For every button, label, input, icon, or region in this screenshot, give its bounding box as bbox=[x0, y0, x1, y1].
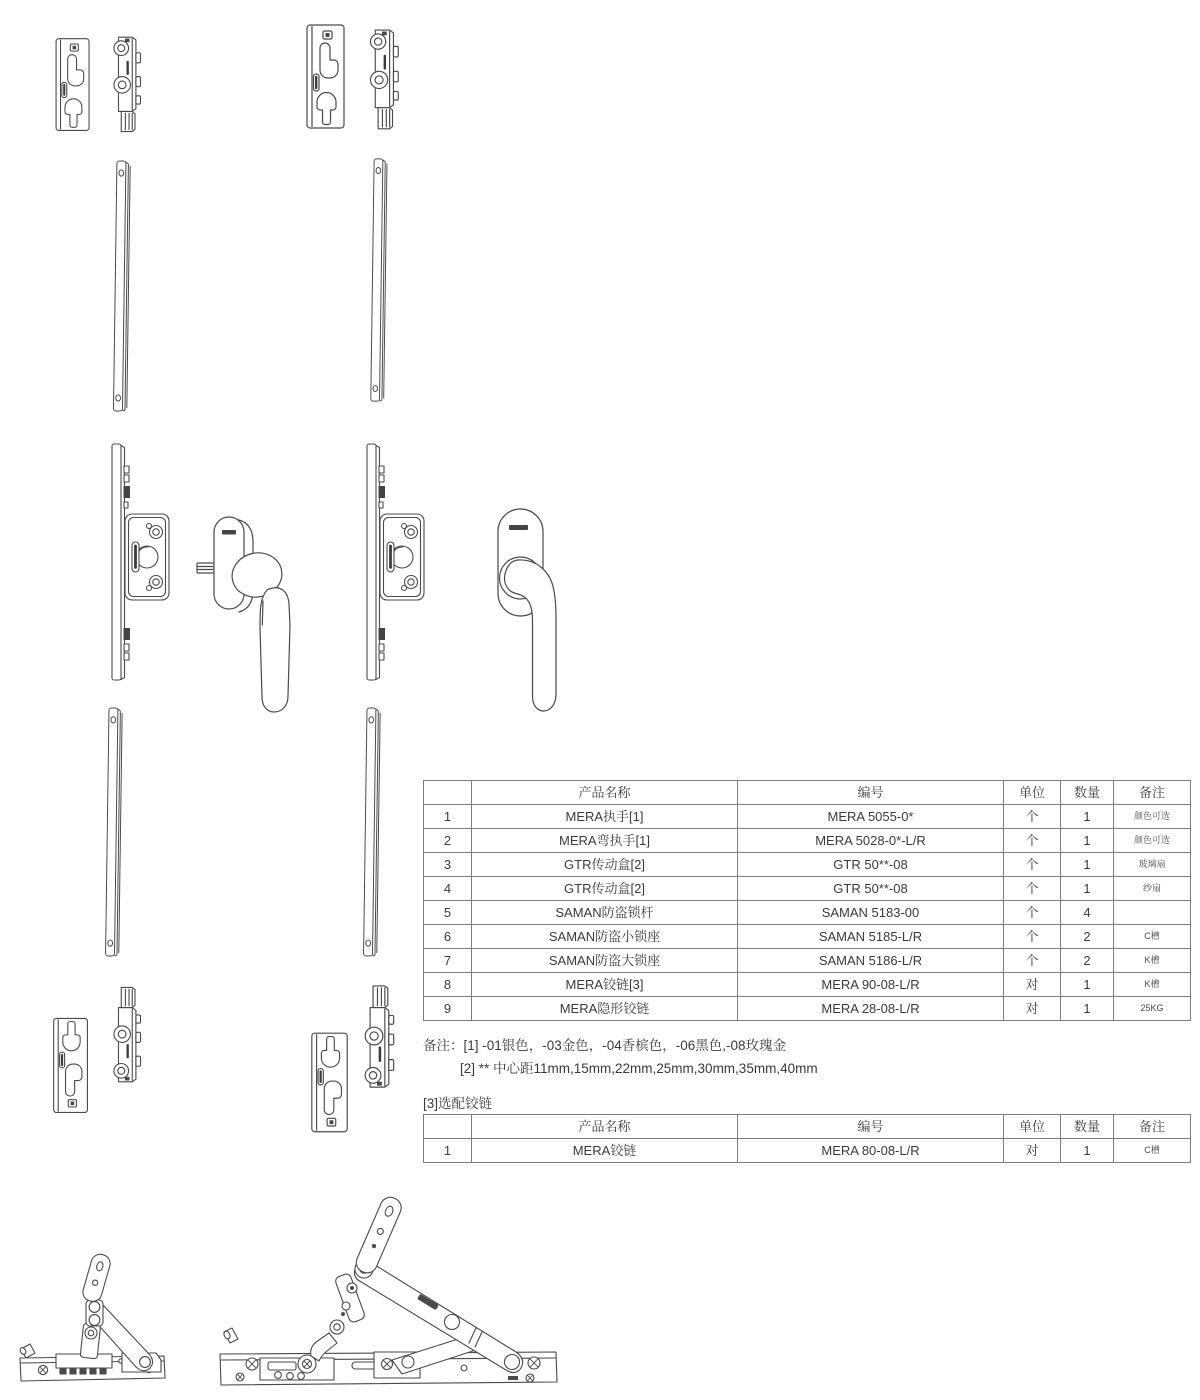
column-header: 单位 bbox=[1004, 1115, 1061, 1139]
mera-handle-angled-figure bbox=[195, 505, 310, 720]
table-cell: 纱扇 bbox=[1114, 877, 1191, 901]
column-header bbox=[424, 1115, 472, 1139]
table-cell: 1 bbox=[1061, 973, 1114, 997]
table-cell: SAMAN防盗大锁座 bbox=[472, 949, 738, 973]
saman-keeper-figure-bottom-right bbox=[308, 1026, 352, 1138]
table-cell: 个 bbox=[1004, 805, 1061, 829]
saman-lock-rod-figure-bottom-left bbox=[102, 980, 146, 1092]
table-cell: SAMAN防盗小锁座 bbox=[472, 925, 738, 949]
table-cell: 1 bbox=[1061, 829, 1114, 853]
mera-handle-front-figure bbox=[487, 503, 577, 720]
table-cell: 1 bbox=[1061, 805, 1114, 829]
column-header: 数量 bbox=[1061, 781, 1114, 805]
table-cell: 个 bbox=[1004, 949, 1061, 973]
table-cell: MERA执手[1] bbox=[472, 805, 738, 829]
optional-hinge-table bbox=[423, 1114, 1191, 1163]
column-header bbox=[424, 781, 472, 805]
column-header: 编号 bbox=[738, 781, 1004, 805]
table-cell: MERA弯执手[1] bbox=[472, 829, 738, 853]
gtr-gearbox-figure-glass-sash bbox=[108, 442, 180, 682]
table-cell: MERA隐形铰链 bbox=[472, 997, 738, 1021]
table-cell: 1 bbox=[424, 1139, 472, 1163]
table-cell: 个 bbox=[1004, 901, 1061, 925]
table-cell: 对 bbox=[1004, 1139, 1061, 1163]
table-cell: K槽 bbox=[1114, 949, 1191, 973]
table-row bbox=[424, 997, 1191, 1021]
saman-keeper-figure-top-left bbox=[52, 36, 94, 134]
footnote-center-distance: [2] ** 中心距11mm,15mm,22mm,25mm,30mm,35mm,40mm bbox=[460, 1061, 818, 1076]
table-row bbox=[424, 973, 1191, 997]
table-cell: 2 bbox=[1061, 925, 1114, 949]
table-row bbox=[424, 853, 1191, 877]
table-cell: MERA 5028-0*-L/R bbox=[738, 829, 1004, 853]
table-cell: 9 bbox=[424, 997, 472, 1021]
table-cell: SAMAN 5183-00 bbox=[738, 901, 1004, 925]
table-row bbox=[424, 877, 1191, 901]
table-row bbox=[424, 1139, 1191, 1163]
table-cell: 7 bbox=[424, 949, 472, 973]
table-cell: MERA铰链[3] bbox=[472, 973, 738, 997]
mera-hinge-large-figure bbox=[212, 1192, 564, 1400]
drive-bar-figure-1 bbox=[112, 158, 134, 416]
table-cell: C槽 bbox=[1114, 925, 1191, 949]
table-cell: 对 bbox=[1004, 997, 1061, 1021]
table-cell: MERA 90-08-L/R bbox=[738, 973, 1004, 997]
saman-lock-rod-figure-top-left bbox=[102, 28, 146, 138]
table-cell: MERA 80-08-L/R bbox=[738, 1139, 1004, 1163]
table-cell: 1 bbox=[1061, 1139, 1114, 1163]
table-cell: 1 bbox=[1061, 853, 1114, 877]
table-cell: GTR传动盒[2] bbox=[472, 877, 738, 901]
table-cell: 4 bbox=[1061, 901, 1114, 925]
table-cell: 1 bbox=[1061, 997, 1114, 1021]
column-header: 数量 bbox=[1061, 1115, 1114, 1139]
table-cell: SAMAN 5185-L/R bbox=[738, 925, 1004, 949]
table-cell: 个 bbox=[1004, 829, 1061, 853]
column-header: 备注 bbox=[1114, 1115, 1191, 1139]
table-cell: 对 bbox=[1004, 973, 1061, 997]
table-cell: 4 bbox=[424, 877, 472, 901]
table-cell: 2 bbox=[1061, 949, 1114, 973]
column-header: 产品名称 bbox=[472, 1115, 738, 1139]
table-row bbox=[424, 829, 1191, 853]
column-header: 备注 bbox=[1114, 781, 1191, 805]
saman-lock-rod-figure-bottom-right bbox=[352, 982, 400, 1094]
table-cell: 2 bbox=[424, 829, 472, 853]
table-cell: 玻璃扇 bbox=[1114, 853, 1191, 877]
table-cell: SAMAN防盗锁杆 bbox=[472, 901, 738, 925]
drive-bar-figure-2 bbox=[369, 156, 391, 406]
table-cell: GTR 50**-08 bbox=[738, 853, 1004, 877]
table-cell: MERA 28-08-L/R bbox=[738, 997, 1004, 1021]
table-cell: 5 bbox=[424, 901, 472, 925]
table-cell: GTR 50**-08 bbox=[738, 877, 1004, 901]
table-cell: GTR传动盒[2] bbox=[472, 853, 738, 877]
saman-keeper-figure-top-right bbox=[303, 22, 349, 132]
table-cell: 3 bbox=[424, 853, 472, 877]
saman-lock-rod-figure-top-right bbox=[358, 22, 404, 134]
drive-bar-figure-3 bbox=[104, 705, 126, 961]
column-header: 编号 bbox=[738, 1115, 1004, 1139]
column-header: 单位 bbox=[1004, 781, 1061, 805]
table-cell: SAMAN 5186-L/R bbox=[738, 949, 1004, 973]
table-cell: 25KG bbox=[1114, 997, 1191, 1021]
table-row bbox=[424, 805, 1191, 829]
table-cell: 颜色可选 bbox=[1114, 829, 1191, 853]
table-cell: 1 bbox=[1061, 877, 1114, 901]
header-row bbox=[424, 781, 1191, 805]
table-cell: 颜色可选 bbox=[1114, 805, 1191, 829]
optional-hinge-label: [3]选配铰链 bbox=[423, 1096, 493, 1111]
table-row bbox=[424, 949, 1191, 973]
table-cell: MERA 5055-0* bbox=[738, 805, 1004, 829]
table-cell: C槽 bbox=[1114, 1139, 1191, 1163]
drive-bar-figure-4 bbox=[362, 705, 384, 961]
mera-hinge-small-figure bbox=[18, 1250, 168, 1390]
column-header: 产品名称 bbox=[472, 781, 738, 805]
table-cell: 8 bbox=[424, 973, 472, 997]
main-parts-table bbox=[423, 780, 1191, 1021]
table-row bbox=[424, 901, 1191, 925]
table-cell bbox=[1114, 901, 1191, 925]
table-cell: 6 bbox=[424, 925, 472, 949]
saman-keeper-figure-bottom-left bbox=[50, 1012, 92, 1118]
gtr-gearbox-figure-screen-sash bbox=[363, 442, 435, 682]
footnote-colors: 备注：[1] -01银色，-03金色，-04香槟色，-06黑色,-08玫瑰金 bbox=[423, 1038, 787, 1053]
table-cell: 1 bbox=[424, 805, 472, 829]
header-row bbox=[424, 1115, 1191, 1139]
table-cell: 个 bbox=[1004, 853, 1061, 877]
table-cell: 个 bbox=[1004, 877, 1061, 901]
table-cell: MERA铰链 bbox=[472, 1139, 738, 1163]
table-cell: 个 bbox=[1004, 925, 1061, 949]
table-row bbox=[424, 925, 1191, 949]
table-cell: K槽 bbox=[1114, 973, 1191, 997]
